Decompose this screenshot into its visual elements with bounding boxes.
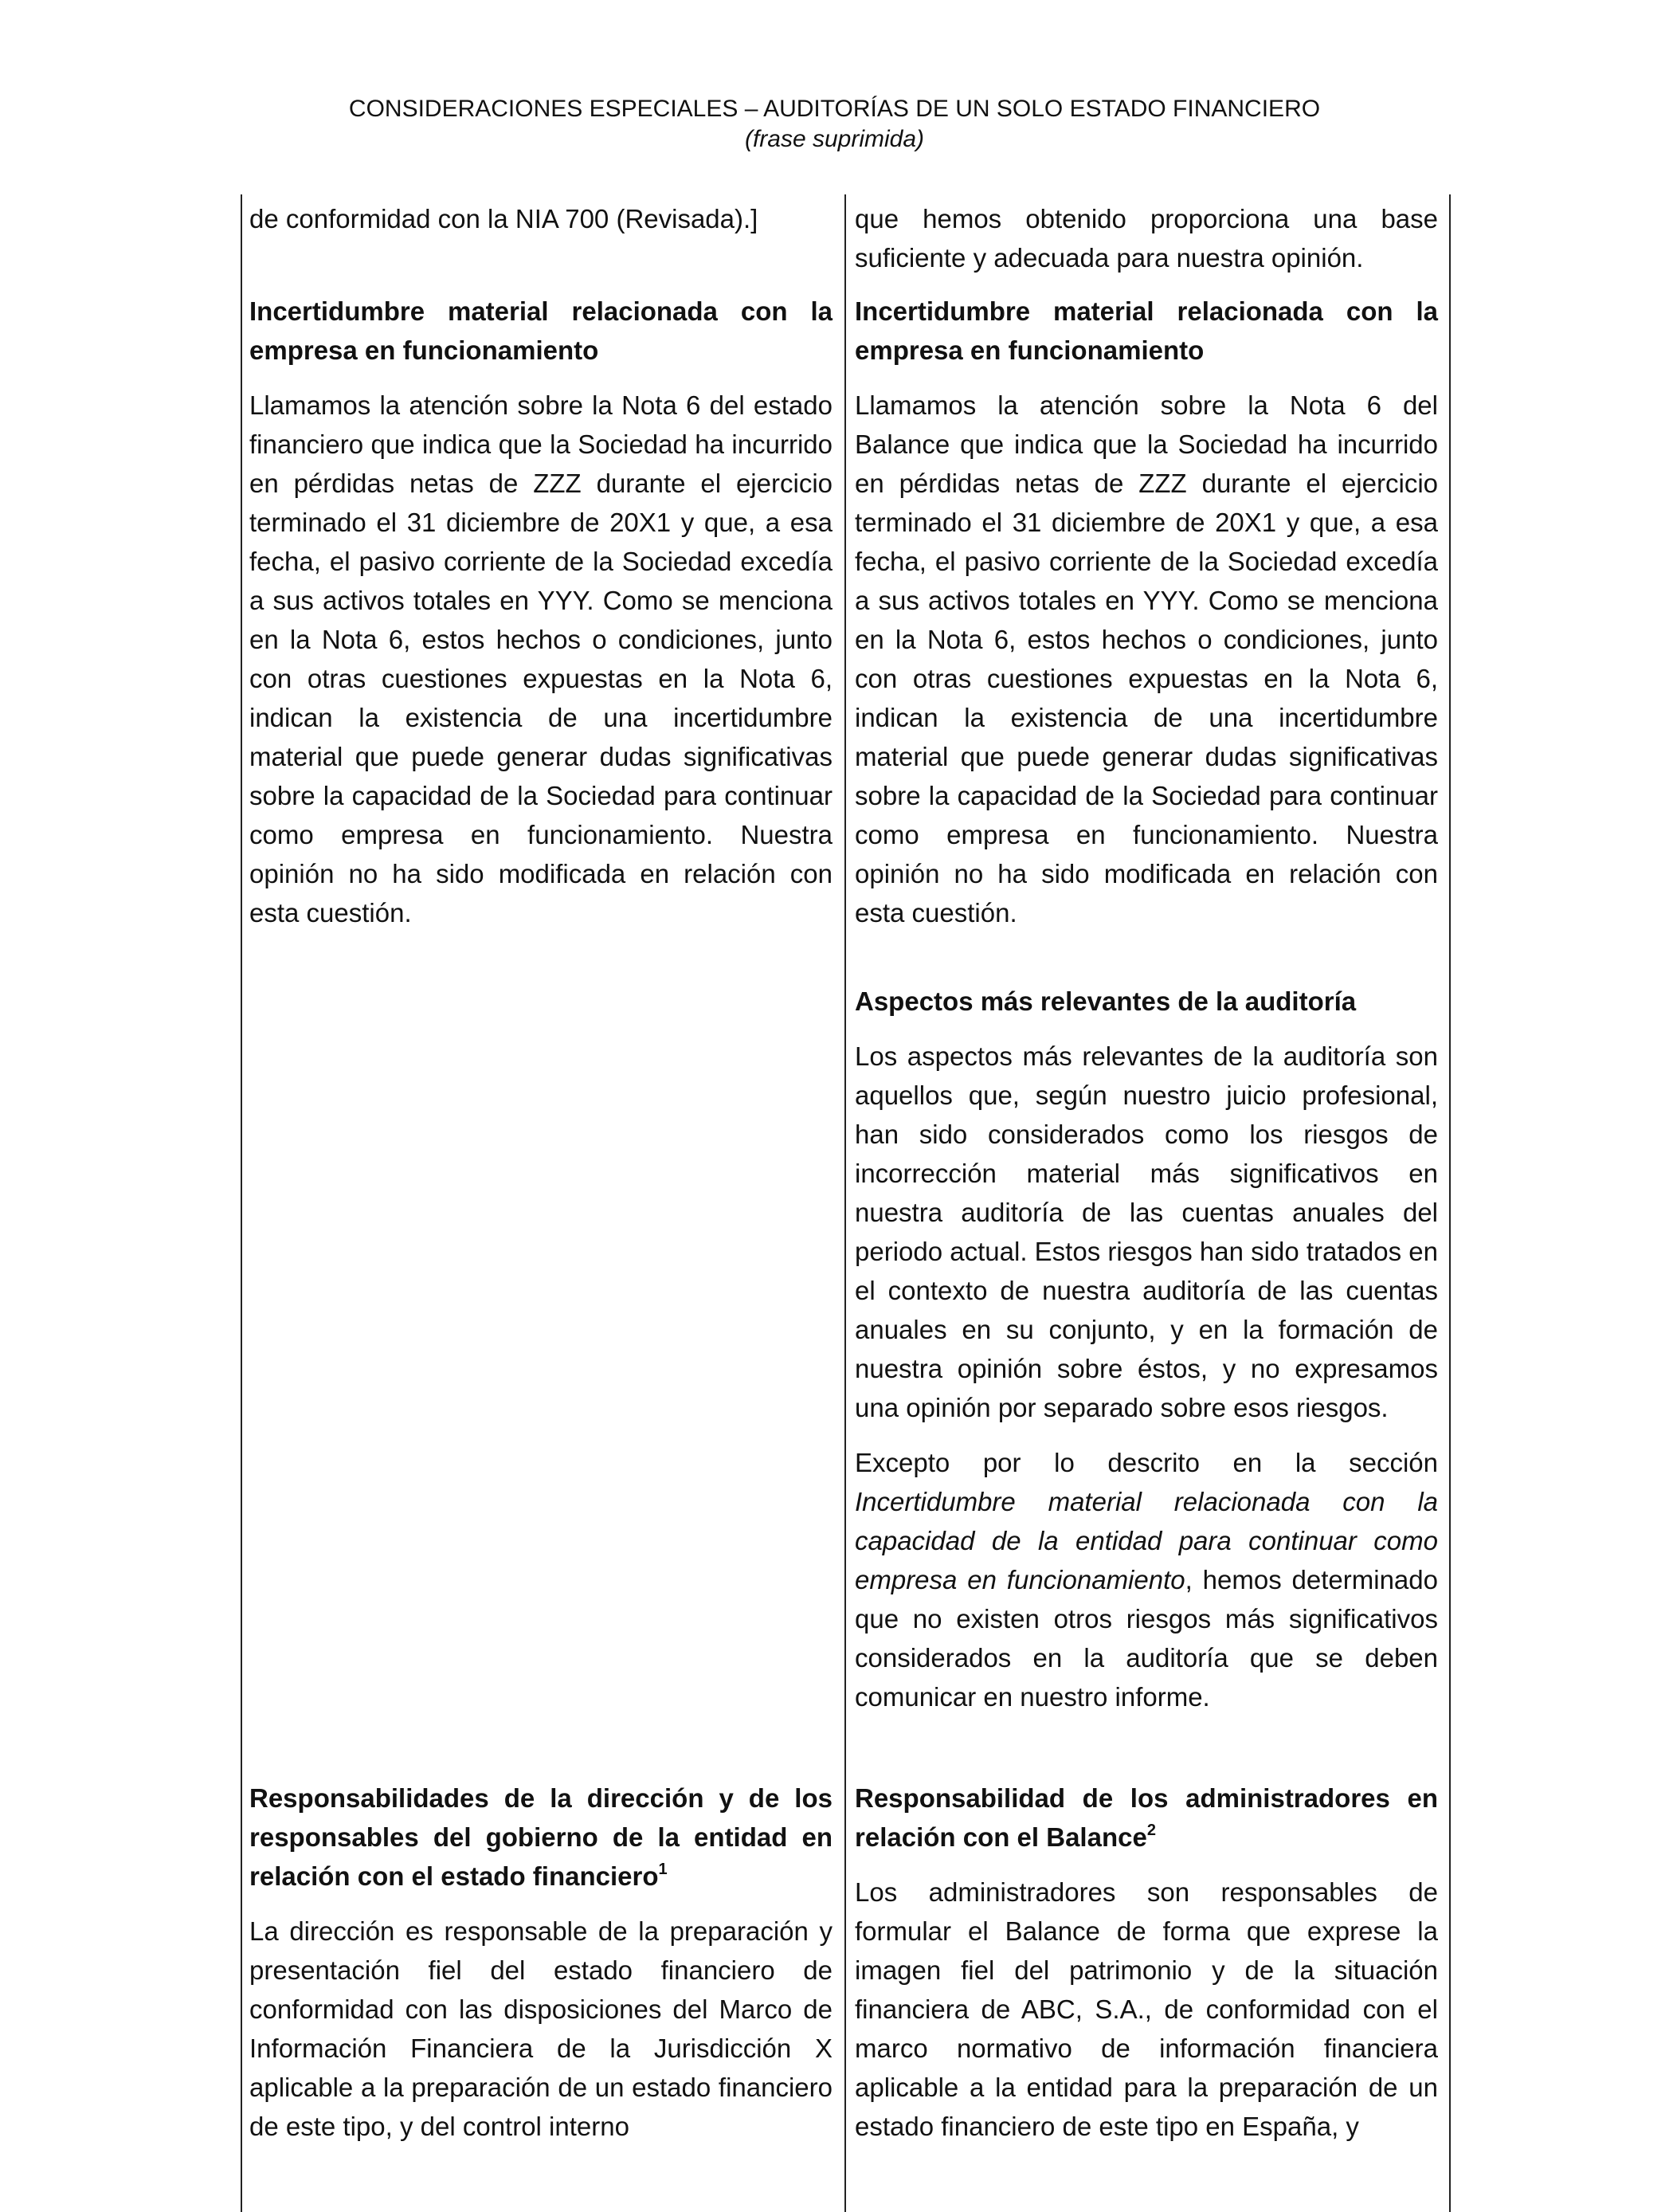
right-column-rule	[1449, 194, 1451, 2212]
right-directors-responsibility-heading	[855, 1779, 1438, 1857]
right-footnote-ref: 2	[1146, 1822, 1156, 1839]
left-responsibilities-heading-text: Responsabilidades de la dirección y de los responsables del gobierno de la entidad en relación con el estado financiero	[249, 1783, 833, 1891]
exception-text-start: Excepto por lo descrito en la sección	[855, 1448, 1438, 1477]
page-subtitle: (frase suprimida)	[744, 126, 925, 152]
right-key-audit-matters-exception	[855, 1443, 1438, 1716]
left-responsibilities-section	[249, 1779, 833, 2146]
right-directors-responsibility-section	[855, 1779, 1438, 2146]
left-responsibilities-text: La dirección es responsable de la preparación y presentación fiel del estado financiero de conformidad con las disposiciones del Marco de Información Financiera de la Jurisdicción X aplicable a la preparación de un estado financiero de este tipo, y del control interno	[249, 1916, 833, 2141]
right-top-block	[855, 199, 1438, 277]
left-footnote-ref: 1	[658, 1861, 668, 1878]
right-key-audit-matters-text: Los aspectos más relevantes de la auditoría son aquellos que, según nuestro juicio profesional, han sido considerados como los riesgos de incorrección material más significativos en nuestra auditoría de las cuentas anuales del periodo actual. Estos riesgos han sido tratados en el contexto de nuestra auditoría de las cuentas anuales en su conjunto, y en la formación de nuestra opinión sobre éstos, y no expresamos una opinión por separado sobre esos riesgos.	[855, 1041, 1438, 1422]
left-column-rule	[241, 194, 242, 2212]
right-key-audit-matters-heading: Aspectos más relevantes de la auditoría	[855, 986, 1357, 1016]
right-directors-responsibility-text: Los administradores son responsables de formular el Balance de forma que exprese la imagen fiel del patrimonio y de la situación financiera de ABC, S.A., de conformidad con el marco normativo de información financiera aplicable a la entidad para la preparación de un estado financiero de este tipo en España, y	[855, 1877, 1438, 2141]
exception-text-end: , hemos determinado que no existen otros riesgos más significativos considerados en la auditoría que se deben comunicar en nuestro informe.	[855, 1565, 1438, 1712]
right-top-line: que hemos obtenido proporciona una base suficiente y adecuada para nuestra opinión.	[855, 204, 1438, 273]
center-column-rule	[844, 194, 846, 2212]
right-key-audit-matters-section	[855, 982, 1438, 1716]
right-going-concern-section	[855, 292, 1438, 932]
right-going-concern-heading: Incertidumbre material relacionada con la empresa en funcionamiento	[855, 296, 1438, 365]
left-top-line: de conformidad con la NIA 700 (Revisada).]	[249, 204, 758, 233]
left-responsibilities-heading	[249, 1779, 833, 1896]
right-going-concern-text: Llamamos la atención sobre la Nota 6 del Balance que indica que la Sociedad ha incurrido en pérdidas netas de ZZZ durante el ejercicio terminado el 31 diciembre de 20X1 y que, a esa fecha, el pasivo corriente de la Sociedad excedía a sus activos totales en YYY. Como se menciona en la Nota 6, estos hechos o condiciones, junto con otras cuestiones expuestas en la Nota 6, indican la existencia de una incertidumbre material que puede generar dudas significativas sobre la capacidad de la Sociedad para continuar como empresa en funcionamiento. Nuestra opinión no ha sido modificada en relación con esta cuestión.	[855, 390, 1438, 928]
left-top-block	[249, 199, 833, 238]
exception-section-reference: Incertidumbre material relacionada con la capacidad de la entidad para continuar como empresa en funcionamiento	[855, 1487, 1438, 1594]
left-going-concern-heading: Incertidumbre material relacionada con la empresa en funcionamiento	[249, 296, 833, 365]
right-directors-heading-text: Responsabilidad de los administradores en relación con el Balance	[855, 1783, 1438, 1852]
left-going-concern-text: Llamamos la atención sobre la Nota 6 del estado financiero que indica que la Sociedad ha incurrido en pérdidas netas de ZZZ durante el ejercicio terminado el 31 diciembre de 20X1 y que, a esa fecha, el pasivo corriente de la Sociedad excedía a sus activos totales en YYY. Como se menciona en la Nota 6, estos hechos o condiciones, junto con otras cuestiones expuestas en la Nota 6, indican la existencia de una incertidumbre material que puede generar dudas significativas sobre la capacidad de la Sociedad para continuar como empresa en funcionamiento. Nuestra opinión no ha sido modificada en relación con esta cuestión.	[249, 390, 833, 928]
page-header	[0, 94, 1669, 155]
left-going-concern-section	[249, 292, 833, 932]
page-title: CONSIDERACIONES ESPECIALES – AUDITORÍAS DE UN SOLO ESTADO FINANCIERO	[348, 96, 1321, 122]
